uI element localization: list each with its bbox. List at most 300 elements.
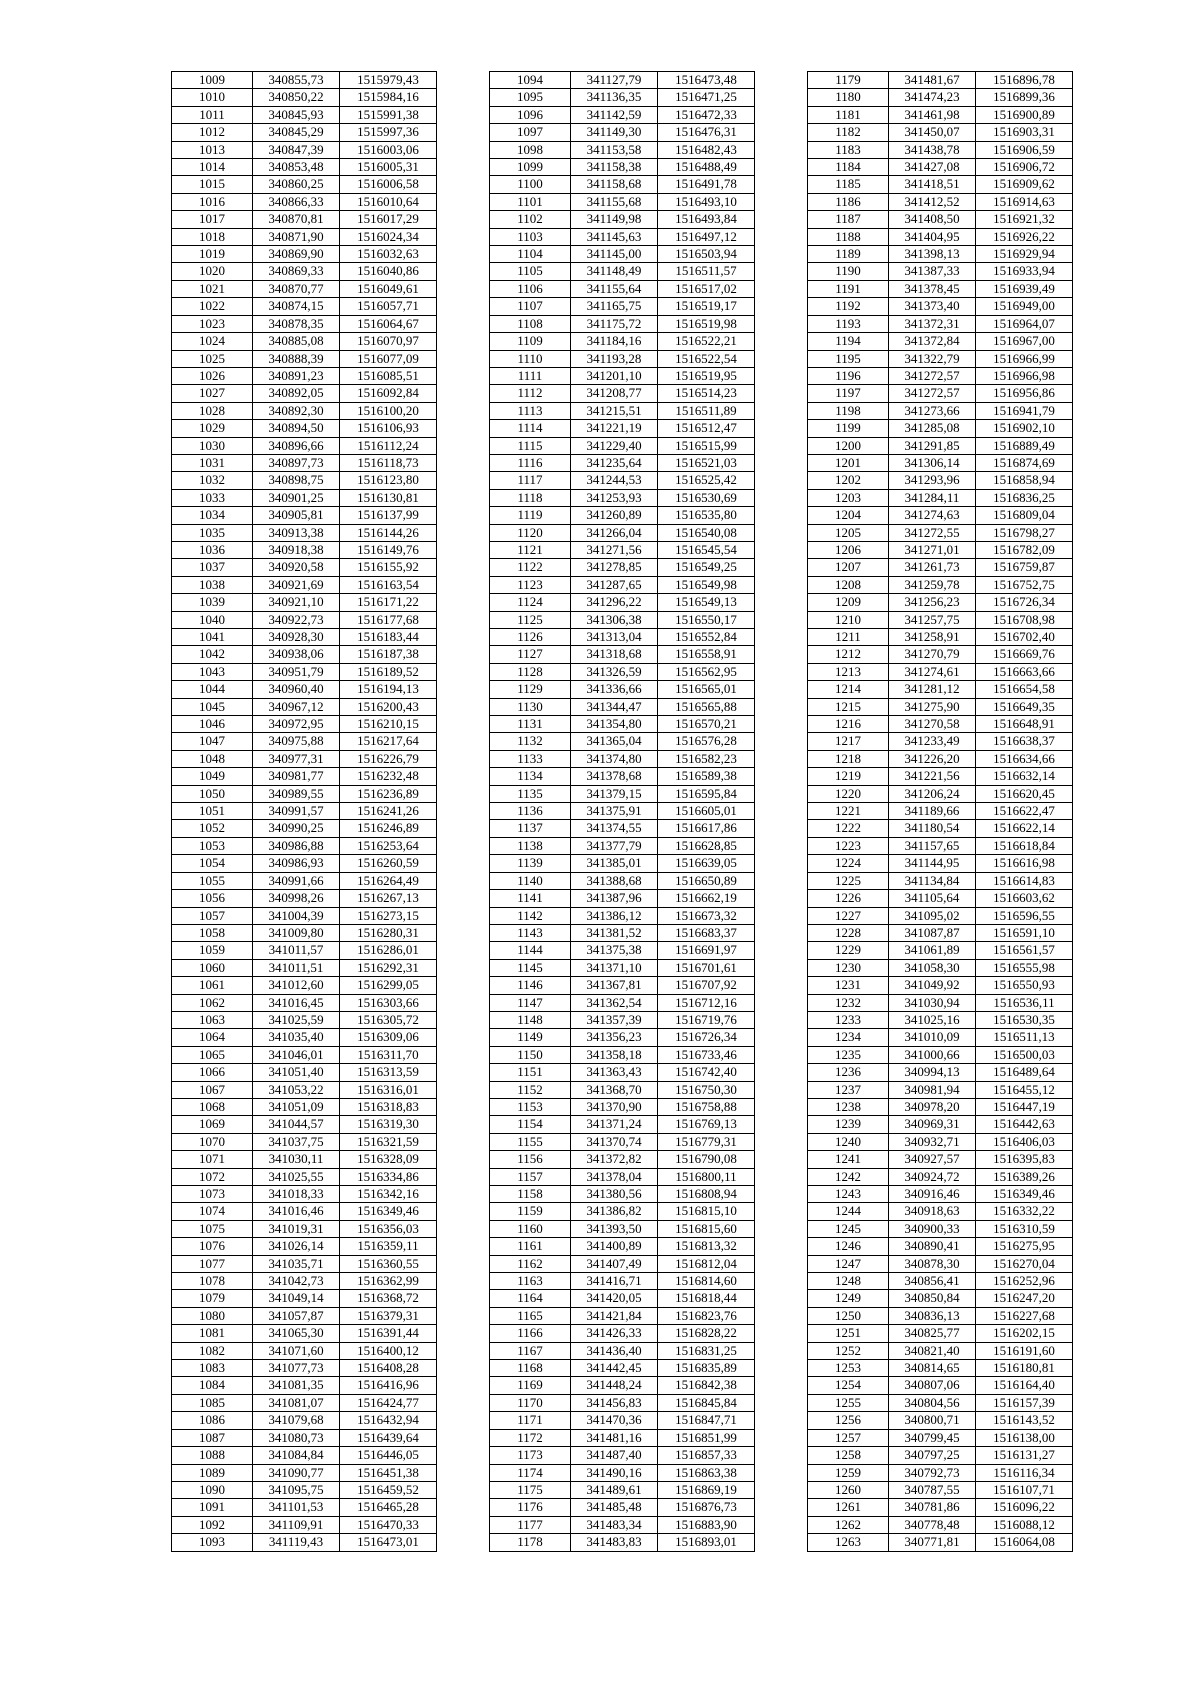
x-coordinate-cell: 341049,14: [253, 1290, 340, 1307]
y-coordinate-cell: 1516847,71: [658, 1412, 755, 1429]
point-number-cell: 1118: [490, 489, 571, 506]
y-coordinate-cell: 1516565,88: [658, 698, 755, 715]
y-coordinate-cell: 1516683,37: [658, 924, 755, 941]
point-number-cell: 1160: [490, 1220, 571, 1237]
x-coordinate-cell: 340924,72: [889, 1168, 976, 1185]
y-coordinate-cell: 1516260,59: [340, 855, 437, 872]
table-row: [490, 1238, 755, 1255]
table-row: [808, 646, 1073, 663]
point-number-cell: 1152: [490, 1081, 571, 1098]
x-coordinate-cell: 340998,26: [253, 890, 340, 907]
y-coordinate-cell: 1516622,47: [976, 803, 1073, 820]
point-number-cell: 1230: [808, 959, 889, 976]
table-row: [808, 1238, 1073, 1255]
y-coordinate-cell: 1516318,83: [340, 1098, 437, 1115]
y-coordinate-cell: 1516194,13: [340, 681, 437, 698]
table-row: [808, 855, 1073, 872]
y-coordinate-cell: 1516949,00: [976, 298, 1073, 315]
x-coordinate-cell: 341306,38: [571, 611, 658, 628]
x-coordinate-cell: 341057,87: [253, 1307, 340, 1324]
table-row: [808, 994, 1073, 1011]
x-coordinate-cell: 340986,93: [253, 855, 340, 872]
table-row: [172, 681, 437, 698]
y-coordinate-cell: 1516264,49: [340, 872, 437, 889]
table-row: [172, 924, 437, 941]
x-coordinate-cell: 341012,60: [253, 977, 340, 994]
x-coordinate-cell: 341378,04: [571, 1168, 658, 1185]
table-row: [490, 159, 755, 176]
point-number-cell: 1243: [808, 1186, 889, 1203]
table-row: [490, 524, 755, 541]
table-row: [490, 750, 755, 767]
x-coordinate-cell: 341362,54: [571, 994, 658, 1011]
x-coordinate-cell: 340981,77: [253, 768, 340, 785]
point-number-cell: 1204: [808, 507, 889, 524]
table-row: [172, 559, 437, 576]
y-coordinate-cell: 1516280,31: [340, 924, 437, 941]
point-number-cell: 1067: [172, 1081, 253, 1098]
table-row: [808, 211, 1073, 228]
x-coordinate-cell: 341387,96: [571, 890, 658, 907]
table-row: [490, 1394, 755, 1411]
table-row: [172, 594, 437, 611]
point-number-cell: 1257: [808, 1429, 889, 1446]
y-coordinate-cell: 1516236,89: [340, 785, 437, 802]
x-coordinate-cell: 341145,00: [571, 246, 658, 263]
point-number-cell: 1039: [172, 594, 253, 611]
table-row: [808, 1116, 1073, 1133]
y-coordinate-cell: 1516465,28: [340, 1499, 437, 1516]
table-row: [172, 1464, 437, 1481]
point-number-cell: 1214: [808, 681, 889, 698]
table-row: [172, 193, 437, 210]
x-coordinate-cell: 341079,68: [253, 1412, 340, 1429]
table-row: [172, 489, 437, 506]
y-coordinate-cell: 1516473,48: [658, 72, 755, 89]
table-row: [808, 1081, 1073, 1098]
x-coordinate-cell: 341291,85: [889, 437, 976, 454]
y-coordinate-cell: 1516798,27: [976, 524, 1073, 541]
table-row: [172, 420, 437, 437]
y-coordinate-cell: 1516232,48: [340, 768, 437, 785]
point-number-cell: 1057: [172, 907, 253, 924]
point-number-cell: 1011: [172, 106, 253, 123]
table-row: [172, 1151, 437, 1168]
point-number-cell: 1242: [808, 1168, 889, 1185]
point-number-cell: 1043: [172, 663, 253, 680]
x-coordinate-cell: 340870,81: [253, 211, 340, 228]
table-row: [172, 1394, 437, 1411]
y-coordinate-cell: 1516966,99: [976, 350, 1073, 367]
table-row: [808, 681, 1073, 698]
point-number-cell: 1091: [172, 1499, 253, 1516]
y-coordinate-cell: 1516522,21: [658, 333, 755, 350]
point-number-cell: 1224: [808, 855, 889, 872]
y-coordinate-cell: 1516106,93: [340, 420, 437, 437]
table-row: [172, 1360, 437, 1377]
table-row: [490, 1499, 755, 1516]
point-number-cell: 1031: [172, 454, 253, 471]
point-number-cell: 1177: [490, 1516, 571, 1533]
y-coordinate-cell: 1515984,16: [340, 89, 437, 106]
y-coordinate-cell: 1516939,49: [976, 280, 1073, 297]
y-coordinate-cell: 1516956,86: [976, 385, 1073, 402]
table-row: [172, 1290, 437, 1307]
x-coordinate-cell: 340921,69: [253, 576, 340, 593]
y-coordinate-cell: 1516858,94: [976, 472, 1073, 489]
table-row: [490, 594, 755, 611]
y-coordinate-cell: 1516077,09: [340, 350, 437, 367]
y-coordinate-cell: 1516107,71: [976, 1481, 1073, 1498]
y-coordinate-cell: 1516164,40: [976, 1377, 1073, 1394]
y-coordinate-cell: 1516070,97: [340, 333, 437, 350]
point-number-cell: 1200: [808, 437, 889, 454]
y-coordinate-cell: 1516758,88: [658, 1098, 755, 1115]
table-row: [808, 698, 1073, 715]
table-row: [490, 872, 755, 889]
point-number-cell: 1063: [172, 1011, 253, 1028]
x-coordinate-cell: 341215,51: [571, 402, 658, 419]
y-coordinate-cell: 1516869,19: [658, 1481, 755, 1498]
table-row: [172, 855, 437, 872]
x-coordinate-cell: 341356,23: [571, 1029, 658, 1046]
table-row: [172, 959, 437, 976]
table-row: [490, 1203, 755, 1220]
point-number-cell: 1071: [172, 1151, 253, 1168]
point-number-cell: 1227: [808, 907, 889, 924]
table-row: [172, 1342, 437, 1359]
point-number-cell: 1249: [808, 1290, 889, 1307]
table-row: [172, 1412, 437, 1429]
table-row: [490, 559, 755, 576]
x-coordinate-cell: 341016,45: [253, 994, 340, 1011]
y-coordinate-cell: 1516368,72: [340, 1290, 437, 1307]
y-coordinate-cell: 1516555,98: [976, 959, 1073, 976]
y-coordinate-cell: 1516909,62: [976, 176, 1073, 193]
x-coordinate-cell: 341065,30: [253, 1325, 340, 1342]
point-number-cell: 1210: [808, 611, 889, 628]
x-coordinate-cell: 340885,08: [253, 333, 340, 350]
table-row: [490, 106, 755, 123]
x-coordinate-cell: 341011,57: [253, 942, 340, 959]
table-row: [808, 280, 1073, 297]
y-coordinate-cell: 1516442,63: [976, 1116, 1073, 1133]
point-number-cell: 1155: [490, 1133, 571, 1150]
y-coordinate-cell: 1516447,19: [976, 1098, 1073, 1115]
table-row: [490, 280, 755, 297]
x-coordinate-cell: 341095,02: [889, 907, 976, 924]
table-row: [172, 1516, 437, 1533]
table-row: [808, 507, 1073, 524]
x-coordinate-cell: 340918,63: [889, 1203, 976, 1220]
x-coordinate-cell: 340869,33: [253, 263, 340, 280]
x-coordinate-cell: 340771,81: [889, 1534, 976, 1551]
x-coordinate-cell: 340821,40: [889, 1342, 976, 1359]
x-coordinate-cell: 341380,56: [571, 1186, 658, 1203]
y-coordinate-cell: 1516267,13: [340, 890, 437, 907]
table-row: [172, 1098, 437, 1115]
point-number-cell: 1220: [808, 785, 889, 802]
table-row: [172, 89, 437, 106]
y-coordinate-cell: 1516522,54: [658, 350, 755, 367]
table-row: [490, 1325, 755, 1342]
table-row: [490, 1220, 755, 1237]
table-row: [490, 646, 755, 663]
point-number-cell: 1047: [172, 733, 253, 750]
point-number-cell: 1180: [808, 89, 889, 106]
point-number-cell: 1140: [490, 872, 571, 889]
x-coordinate-cell: 341077,73: [253, 1360, 340, 1377]
x-coordinate-cell: 341420,05: [571, 1290, 658, 1307]
point-number-cell: 1143: [490, 924, 571, 941]
y-coordinate-cell: 1516941,79: [976, 402, 1073, 419]
point-number-cell: 1084: [172, 1377, 253, 1394]
table-row: [490, 1011, 755, 1028]
x-coordinate-cell: 340845,93: [253, 106, 340, 123]
table-row: [808, 1360, 1073, 1377]
y-coordinate-cell: 1516779,31: [658, 1133, 755, 1150]
y-coordinate-cell: 1516455,12: [976, 1081, 1073, 1098]
table-row: [808, 1255, 1073, 1272]
y-coordinate-cell: 1516966,98: [976, 367, 1073, 384]
point-number-cell: 1182: [808, 124, 889, 141]
table-row: [490, 1481, 755, 1498]
x-coordinate-cell: 341253,93: [571, 489, 658, 506]
point-number-cell: 1037: [172, 559, 253, 576]
point-number-cell: 1048: [172, 750, 253, 767]
point-number-cell: 1123: [490, 576, 571, 593]
point-number-cell: 1050: [172, 785, 253, 802]
x-coordinate-cell: 340989,55: [253, 785, 340, 802]
x-coordinate-cell: 341136,35: [571, 89, 658, 106]
x-coordinate-cell: 341149,98: [571, 211, 658, 228]
table-row: [490, 1447, 755, 1464]
point-number-cell: 1157: [490, 1168, 571, 1185]
y-coordinate-cell: 1515979,43: [340, 72, 437, 89]
x-coordinate-cell: 341344,47: [571, 698, 658, 715]
x-coordinate-cell: 340900,33: [889, 1220, 976, 1237]
y-coordinate-cell: 1516349,46: [976, 1186, 1073, 1203]
x-coordinate-cell: 341025,55: [253, 1168, 340, 1185]
x-coordinate-cell: 340922,73: [253, 611, 340, 628]
table-row: [172, 872, 437, 889]
point-number-cell: 1171: [490, 1412, 571, 1429]
point-number-cell: 1086: [172, 1412, 253, 1429]
y-coordinate-cell: 1516482,43: [658, 141, 755, 158]
x-coordinate-cell: 341271,56: [571, 541, 658, 558]
table-row: [172, 837, 437, 854]
table-row: [490, 333, 755, 350]
x-coordinate-cell: 341365,04: [571, 733, 658, 750]
x-coordinate-cell: 340870,77: [253, 280, 340, 297]
point-number-cell: 1035: [172, 524, 253, 541]
point-number-cell: 1241: [808, 1151, 889, 1168]
point-number-cell: 1206: [808, 541, 889, 558]
y-coordinate-cell: 1516726,34: [976, 594, 1073, 611]
y-coordinate-cell: 1516815,10: [658, 1203, 755, 1220]
table-row: [808, 716, 1073, 733]
x-coordinate-cell: 340871,90: [253, 228, 340, 245]
x-coordinate-cell: 341336,66: [571, 681, 658, 698]
point-number-cell: 1009: [172, 72, 253, 89]
point-number-cell: 1079: [172, 1290, 253, 1307]
y-coordinate-cell: 1516669,76: [976, 646, 1073, 663]
point-number-cell: 1049: [172, 768, 253, 785]
x-coordinate-cell: 341270,58: [889, 716, 976, 733]
table-row: [808, 768, 1073, 785]
point-number-cell: 1055: [172, 872, 253, 889]
y-coordinate-cell: 1516180,81: [976, 1360, 1073, 1377]
y-coordinate-cell: 1516530,69: [658, 489, 755, 506]
x-coordinate-cell: 341357,39: [571, 1011, 658, 1028]
table-row: [808, 820, 1073, 837]
y-coordinate-cell: 1516470,33: [340, 1516, 437, 1533]
table-row: [490, 942, 755, 959]
x-coordinate-cell: 340981,94: [889, 1081, 976, 1098]
table-row: [490, 1064, 755, 1081]
table-row: [490, 977, 755, 994]
table-row: [808, 1168, 1073, 1185]
x-coordinate-cell: 341134,84: [889, 872, 976, 889]
y-coordinate-cell: 1516252,96: [976, 1273, 1073, 1290]
table-row: [808, 367, 1073, 384]
table-row: [172, 211, 437, 228]
point-number-cell: 1232: [808, 994, 889, 1011]
point-number-cell: 1097: [490, 124, 571, 141]
y-coordinate-cell: 1516500,03: [976, 1046, 1073, 1063]
y-coordinate-cell: 1516605,01: [658, 803, 755, 820]
point-number-cell: 1024: [172, 333, 253, 350]
y-coordinate-cell: 1516863,38: [658, 1464, 755, 1481]
point-number-cell: 1158: [490, 1186, 571, 1203]
table-row: [172, 124, 437, 141]
table-row: [808, 263, 1073, 280]
point-number-cell: 1112: [490, 385, 571, 402]
x-coordinate-cell: 341416,71: [571, 1273, 658, 1290]
x-coordinate-cell: 341490,16: [571, 1464, 658, 1481]
y-coordinate-cell: 1516650,89: [658, 872, 755, 889]
table-row: [490, 1133, 755, 1150]
point-number-cell: 1184: [808, 159, 889, 176]
y-coordinate-cell: 1516883,90: [658, 1516, 755, 1533]
point-number-cell: 1102: [490, 211, 571, 228]
point-number-cell: 1179: [808, 72, 889, 89]
x-coordinate-cell: 341407,49: [571, 1255, 658, 1272]
y-coordinate-cell: 1516395,83: [976, 1151, 1073, 1168]
table-row: [172, 298, 437, 315]
y-coordinate-cell: 1516639,05: [658, 855, 755, 872]
table-row: [172, 246, 437, 263]
y-coordinate-cell: 1516814,60: [658, 1273, 755, 1290]
x-coordinate-cell: 341374,55: [571, 820, 658, 837]
x-coordinate-cell: 341377,79: [571, 837, 658, 854]
point-number-cell: 1058: [172, 924, 253, 941]
point-number-cell: 1027: [172, 385, 253, 402]
x-coordinate-cell: 340807,06: [889, 1377, 976, 1394]
x-coordinate-cell: 340921,10: [253, 594, 340, 611]
table-row: [172, 1220, 437, 1237]
table-row: [490, 907, 755, 924]
point-number-cell: 1023: [172, 315, 253, 332]
table-row: [172, 942, 437, 959]
x-coordinate-cell: 341071,60: [253, 1342, 340, 1359]
point-number-cell: 1131: [490, 716, 571, 733]
x-coordinate-cell: 341418,51: [889, 176, 976, 193]
point-number-cell: 1170: [490, 1394, 571, 1411]
x-coordinate-cell: 341358,18: [571, 1046, 658, 1063]
x-coordinate-cell: 340975,88: [253, 733, 340, 750]
table-row: [808, 1499, 1073, 1516]
x-coordinate-cell: 340928,30: [253, 629, 340, 646]
point-number-cell: 1151: [490, 1064, 571, 1081]
y-coordinate-cell: 1516210,15: [340, 716, 437, 733]
x-coordinate-cell: 341421,84: [571, 1307, 658, 1324]
y-coordinate-cell: 1516634,66: [976, 750, 1073, 767]
table-row: [490, 1046, 755, 1063]
y-coordinate-cell: 1516617,86: [658, 820, 755, 837]
table-row: [172, 1377, 437, 1394]
y-coordinate-cell: 1516143,52: [976, 1412, 1073, 1429]
y-coordinate-cell: 1516591,10: [976, 924, 1073, 941]
point-number-cell: 1245: [808, 1220, 889, 1237]
y-coordinate-cell: 1516189,52: [340, 663, 437, 680]
y-coordinate-cell: 1516831,25: [658, 1342, 755, 1359]
table-row: [490, 1377, 755, 1394]
table-row: [490, 385, 755, 402]
y-coordinate-cell: 1516149,76: [340, 541, 437, 558]
point-number-cell: 1256: [808, 1412, 889, 1429]
y-coordinate-cell: 1516446,05: [340, 1447, 437, 1464]
table-row: [490, 350, 755, 367]
table-row: [808, 1098, 1073, 1115]
x-coordinate-cell: 340892,30: [253, 402, 340, 419]
point-number-cell: 1122: [490, 559, 571, 576]
table-row: [172, 72, 437, 89]
point-number-cell: 1225: [808, 872, 889, 889]
table-row: [490, 1151, 755, 1168]
point-number-cell: 1133: [490, 750, 571, 767]
table-row: [172, 263, 437, 280]
x-coordinate-cell: 341371,10: [571, 959, 658, 976]
x-coordinate-cell: 341158,38: [571, 159, 658, 176]
x-coordinate-cell: 340918,38: [253, 541, 340, 558]
point-number-cell: 1228: [808, 924, 889, 941]
table-row: [172, 1499, 437, 1516]
point-number-cell: 1175: [490, 1481, 571, 1498]
table-row: [490, 420, 755, 437]
y-coordinate-cell: 1516857,33: [658, 1447, 755, 1464]
table-row: [490, 611, 755, 628]
table-row: [172, 472, 437, 489]
x-coordinate-cell: 341257,75: [889, 611, 976, 628]
table-row: [172, 1447, 437, 1464]
y-coordinate-cell: 1516138,00: [976, 1429, 1073, 1446]
y-coordinate-cell: 1516835,89: [658, 1360, 755, 1377]
point-number-cell: 1189: [808, 246, 889, 263]
table-row: [808, 907, 1073, 924]
y-coordinate-cell: 1516309,06: [340, 1029, 437, 1046]
y-coordinate-cell: 1516400,12: [340, 1342, 437, 1359]
point-number-cell: 1142: [490, 907, 571, 924]
y-coordinate-cell: 1516332,22: [976, 1203, 1073, 1220]
table-row: [808, 1290, 1073, 1307]
table-row: [808, 1273, 1073, 1290]
point-number-cell: 1198: [808, 402, 889, 419]
point-number-cell: 1226: [808, 890, 889, 907]
table-row: [490, 437, 755, 454]
x-coordinate-cell: 341201,10: [571, 367, 658, 384]
y-coordinate-cell: 1516503,94: [658, 246, 755, 263]
